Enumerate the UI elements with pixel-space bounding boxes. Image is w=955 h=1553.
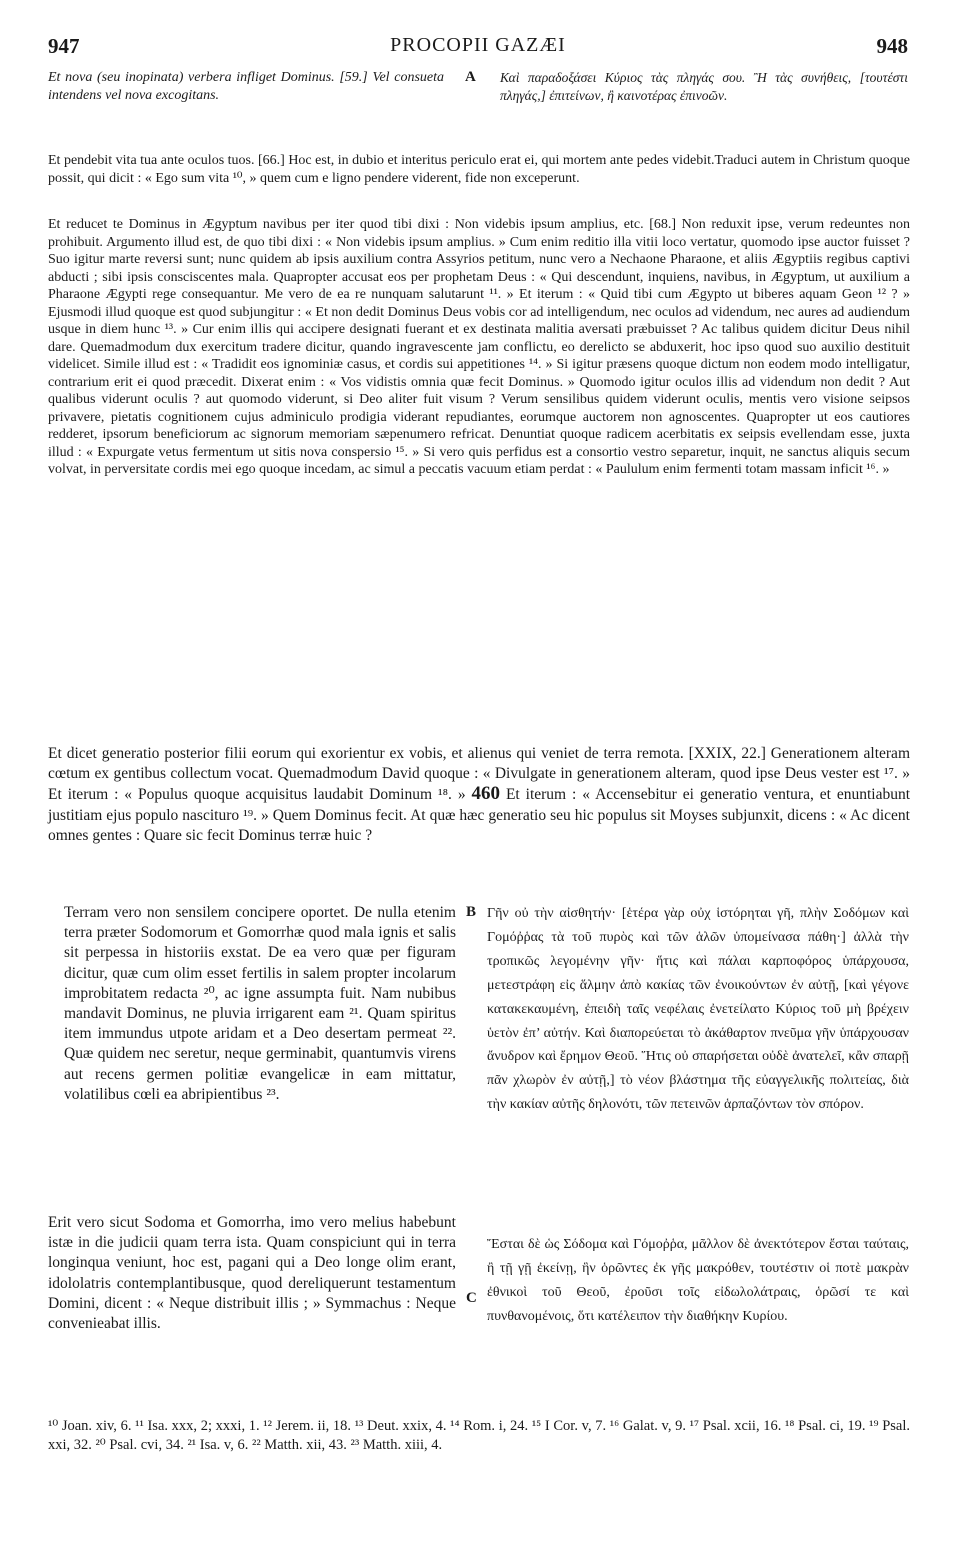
latin-column-paragraph-1: Terram vero non sensilem concipere oportet. De nulla etenim terra præter Sodomorum et Gomorrhæ quod mala ignis et salis sit perpessa in historiis exstat. De ea vero quæ per figuram dicitur, quæ cum olim esset fertilis in salem propter incolarum improbitatem redacta ²⁰, ac igne assumpta fuit. Nam nubibus mandavit Dominus, ne pluvia irrigarent eam ²¹. Quam spiritus item immundus utpote aridam et a Deo desertam permeat ²². Quæ quidem nec seretur, neque germinabit, quantumvis virens aut recens germen politiæ evangelicæ in eam mittatur, volatilibus cœli ea abripientibus ²³. <box>64 904 456 1103</box>
column-marker-b: B <box>466 904 477 920</box>
commentary-paragraph-2: Et reducet te Dominus in Ægyptum navibus per iter quod tibi dixi : Non videbis ipsum amplius, etc. [68.] Non reduxit ipse, verum redeuntes non prohibuit. Argumento illud est, de quo tibi dixi : « Non videbis ipsum amplius. » Cum enim reditio illa vitii loco vertatur, quomodo ipse auctor fuisset ? Suo igitur marte reversi sunt; nunc quidem ab ipsis auxilium contra Assyrios petitum, nunc vero a Nechaone Pharaone, et aliis Ægyptiis regibus captivi abducti ; sibi ipsis consciscentes mala. Quapropter accusat eos per prophetam Deus : « Qui descendunt, inquiens, navibus, in Ægyptum, ut auxilium a Pharaone Ægypti rege consequantur. Me vero de ea re nunquam salutarunt ¹¹. » Et iterum : « Quid tibi cum Ægypto ut biberes aquam Geon ¹² ? » Ejusmodi illud quoque est quod subjungitur : « Et non dedit Dominus Deus vobis cor ad intelligendum, nec oculos ad videndum, nec aures ad audiendum usque in diem hunc ¹³. » Cur enim illis qui accipere designati fuerant et ex destinata malitia aversati præbuisset ? Ac talibus quidem dicitur Deus nihil dare. Quemadmodum dux exercitum tradere dicitur, quando ingravescente jam conflictu, eo derelicto se abduxerit, hoc ipso quod suo auxilio destituit videlicet. Simile illud est : « Tradidit eos ignominiæ casus, et cordis sui appetitiones ¹⁴. » Si igitur præsens quoque dictum non eodem modo intelligatur, contrarium erit ei quod præcedit. Dixerat enim : « Vos vidistis omnia quæ fecit Dominus. » Quomodo igitur oculos illis ad videndum non dedit ? Aut qualibus viderunt oculis ? aut quomodo viderunt, si Deo aliter fuit visum ? Verum sensilibus quidem viderunt oculis, mentis vero visione seipsos privavere, pietatis cognitionem cujus adminiculo prodigia viderant repudiantes, eorumque auctorem non agnoscentes. Quapropter ut eos cautiores redderet, ipsorum beneficiorum ac signorum memoriam sæpenumero refricat. Denuntiat quoque radicem acerbitatis ex seipsis evellendam esse, juxta illud : « Expurgate vetus fermentum ut sitis nova conspersio ¹⁵. » Si vero quis perfidus est a consortio vestro separetur, inquit, ne sanctus aliquis secum volvat, in perversitate cordis mei ego quoque incedam, ac simul a peccatis vacuum etiam perdat : « Paululum enim fermenti totam massam inficit ¹⁶. » <box>48 217 910 477</box>
paragraph-3-text-b: Et iterum : « Accensebitur ei generatio ventura, et enuntiabunt justitiam ejus populo nascituro ¹⁹. » Quem Dominus fecit. At quæ hæc generatio seu hic populus sit Moyses subjunxit, dicens : « Ac dicent omnes gentes : Quare sic fecit Dominus terræ huic ? <box>48 786 911 844</box>
page-header <box>48 34 908 60</box>
running-title: PROCOPII GAZÆI <box>390 34 566 56</box>
latin-intro: Et nova (seu inopinata) verbera infliget Dominus. [59.] Vel consueta intendens vel nova excogitans. <box>48 70 444 103</box>
greek-intro: Καὶ παραδοξάσει Κύριος τὰς πληγάς σου. Ἢ τὰς συνήθεις, [τουτέστι πληγάς,] ἐπιτείνων, ἢ καινοτέρας ἐπινοῶν. <box>500 70 908 103</box>
greek-column-paragraph-2: Ἔσται δὲ ὡς Σόδομα καὶ Γόμοῤῥα, μᾶλλον δὲ ἀνεκτότερον ἔσται ταύταις, ἢ τῇ γῇ ἐκείνῃ, ἣν ὁρῶντες ἐκ γῆς μακρόθεν, τουτέστιν οἱ ποτὲ μακρὰν ἐθνικοὶ τοῦ Θεοῦ, ἐροῦσι τοῖς εἰδωλολάτραις, ὁρῶσί τε καὶ πυνθανομένοις, ὅτι κατέλειπον τὴν διαθήκην Κυρίου. <box>487 1237 909 1324</box>
column-marker-a: A <box>465 69 476 85</box>
column-marker-c: C <box>466 1290 477 1306</box>
column-number: 460 <box>471 783 501 805</box>
paragraph-3-text-a: Et dicet generatio posterior filii eorum qui exorientur ex vobis, et alienus qui veniet de terra remota. [XXIX, 22.] Generationem alteram cœtum ex gentibus collectum vocat. Quemadmodum David quoque : « Divulgate in generationem alteram, quod ipse Deus vester est ¹⁷. » Et iterum : « Populus quoque acquisitus laudabit Dominum ¹⁸. » <box>48 745 910 804</box>
page-number-left: 947 <box>48 34 80 58</box>
commentary-paragraph-3 <box>48 744 910 846</box>
footnotes: ¹⁰ Joan. xiv, 6. ¹¹ Isa. xxx, 2; xxxi, 1. ¹² Jerem. ii, 18. ¹³ Deut. xxix, 4. ¹⁴ Rom. i, 24. ¹⁵ I Cor. v, 7. ¹⁶ Galat. v, 9. ¹⁷ Psal. xcii, 16. ¹⁸ Psal. ci, 19. ¹⁹ Psal. xxi, 32. ²⁰ Psal. cvi, 34. ²¹ Isa. v, 6. ²² Matth. xii, 43. ²³ Matth. xiii, 4. <box>48 1418 910 1453</box>
commentary-paragraph-1: Et pendebit vita tua ante oculos tuos. [66.] Hoc est, in dubio et interitus periculo erat ei, qui mortem ante pedes videbit.Traduci autem in Christum quoque possit, qui dicit : « Ego sum vita ¹⁰, » quem cum e ligno pendere viderent, fide non exceperunt. <box>48 153 910 186</box>
greek-column-paragraph-1: Γῆν οὐ τὴν αἰσθητήν· [ἑτέρα γὰρ οὐχ ἱστόρηται γῆ, πλὴν Σοδόμων καὶ Γομόῤῥας τὰ τοῦ πυρὸς καὶ τῶν ἁλῶν ὑπομείνασα πάθη·] ἀλλὰ τὴν τροπικῶς λεγομένην γῆν· ἥτις καὶ πάλαι καρποφόρος ὑπάρχουσα, μετεστράφη εἰς ἅλμην ἀπὸ κακίας τῶν ἐνοικούντων ἐν αὐτῇ, [καὶ γέγονε κατακεκαυμένη, ἐπειδὴ ταῖς νεφέλαις ἐνετείλατο Κύριος τοῦ μὴ βρέχειν ὑετὸν ἐπ’ αὐτήν. Καὶ διαπορεύεται τὸ ἀκάθαρτον πνεῦμα γῆν ὑπάρχουσαν ἄνυδρον καὶ ἔρημον Θεοῦ. Ἥτις οὐ σπαρήσεται οὐδὲ ἀνατελεῖ, κἂν σπαρῇ πᾶν χλωρὸν ἐν αὐτῇ,] τὸ νέον βλάστημα τῆς εὐαγγελικῆς πολιτείας, διὰ τὴν κακίαν αὐτῆς δηλονότι, τῶν πετεινῶν ἁρπαζόντων τὸν σπόρον. <box>487 906 909 1113</box>
latin-column-paragraph-2: Erit vero sicut Sodoma et Gomorrha, imo vero melius habebunt istæ in die judicii quam terra ista. Quam conspiciunt qui in terra longinqua veniunt, hoc est, pagani qui a Deo longe olim erant, idololatris contemplantibusque, quod dereliquerunt testamentum Domini, dicent : « Neque distribuit illis ; » Symmachus : Neque convenieabat illis. <box>48 1214 456 1333</box>
page-number-right: 948 <box>876 34 908 58</box>
